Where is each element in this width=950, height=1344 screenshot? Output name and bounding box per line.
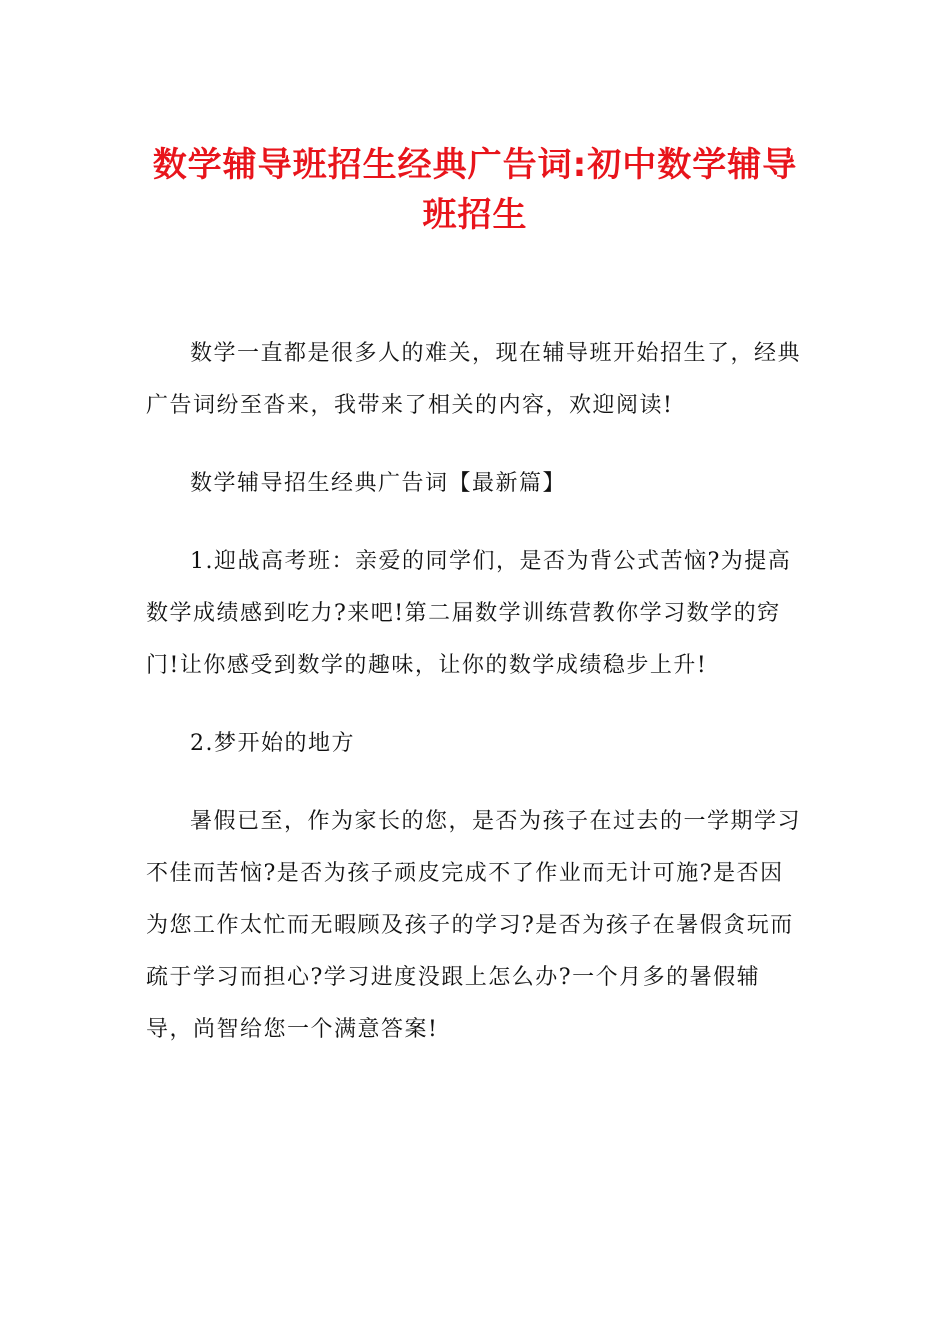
item-1-paragraph: 1.迎战高考班：亲爱的同学们，是否为背公式苦恼?为提高数学成绩感到吃力?来吧!第二届数学训练营教你学习数学的窍门!让你感受到数学的趣味，让你的数学成绩稳步上升! xyxy=(146,549,792,678)
document-title: 数学辅导班招生经典广告词:初中数学辅导班招生 xyxy=(152,145,798,235)
item-2-paragraph: 暑假已至，作为家长的您，是否为孩子在过去的一学期学习不佳而苦恼?是否为孩子顽皮完成不了作业而无计可施?是否因为您工作太忙而无暇顾及孩子的学习?是否为孩子在暑假贪玩而疏于学习而担心?学习进度没跟上怎么办?一个月多的暑假辅导，尚智给您一个满意答案! xyxy=(146,809,802,1042)
intro-paragraph: 数学一直都是很多人的难关，现在辅导班开始招生了，经典广告词纷至沓来，我带来了相关的内容，欢迎阅读! xyxy=(146,341,802,418)
item-2-heading: 2.梦开始的地方 xyxy=(190,731,355,756)
document-body xyxy=(146,328,806,1082)
section-heading: 数学辅导招生经典广告词【最新篇】 xyxy=(190,471,567,496)
